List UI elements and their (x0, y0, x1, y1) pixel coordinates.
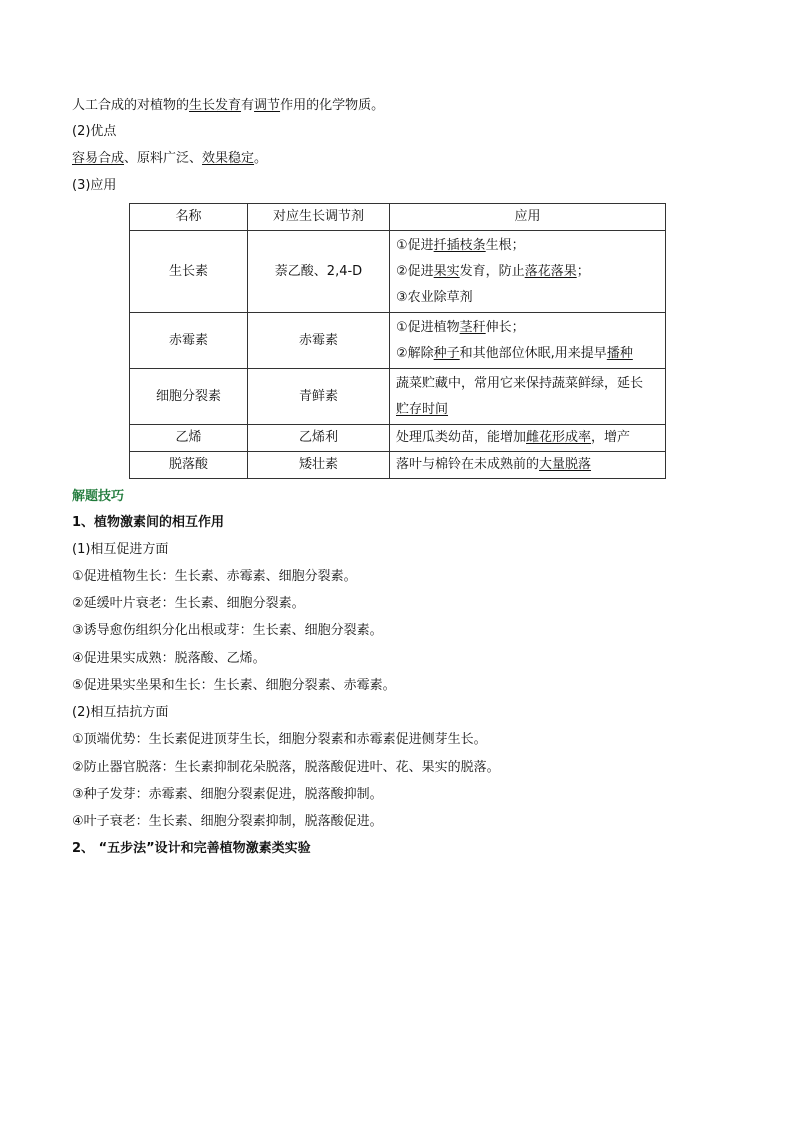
table-row (130, 231, 666, 313)
underlined-term: 大量脱落 (539, 457, 592, 472)
underlined-term: 果实 (433, 263, 460, 279)
application-line (396, 425, 659, 451)
underlined-term: 调节 (254, 98, 281, 113)
promote-item: ③诱导愈伤组织分化出根或芽：生长素、细胞分裂素。 (72, 623, 383, 638)
application-line (396, 259, 659, 285)
antagonism-item: ④叶子衰老：生长素、细胞分裂素抑制，脱落酸促进。 (72, 814, 383, 829)
application-line (396, 233, 659, 259)
underlined-term: 落花落果 (524, 263, 577, 279)
table-row (130, 369, 666, 425)
table-header-row (130, 204, 666, 231)
header-regulator: 对应生长调节剂 (248, 204, 390, 231)
app-text: 发育，防止 (459, 263, 525, 279)
section2-title: 2、 “五步法”设计和完善植物激素类实验 (72, 841, 311, 856)
application-heading: (3)应用 (72, 178, 117, 193)
application-table (129, 203, 666, 479)
underlined-term: 效果稳定 (202, 151, 255, 166)
table-row (130, 313, 666, 369)
antagonism-item: ②防止器官脱落：生长素抑制花朵脱落，脱落酸促进叶、花、果实的脱落。 (72, 760, 500, 775)
cell-application (390, 425, 666, 452)
underlined-term: 生长发育 (189, 98, 242, 113)
cell-name: 赤霉素 (130, 313, 248, 369)
promote-heading: (1)相互促进方面 (72, 542, 169, 557)
intro-text: 人工合成的对植物的 (72, 98, 190, 113)
application-line (396, 315, 659, 341)
app-text: ①促进 (396, 237, 434, 253)
antagonism-heading: (2)相互拮抗方面 (72, 705, 169, 720)
antagonism-item: ③种子发芽：赤霉素、细胞分裂素促进，脱落酸抑制。 (72, 787, 383, 802)
application-line (396, 452, 659, 478)
header-application: 应用 (390, 204, 666, 231)
underlined-term: 容易合成 (72, 151, 125, 166)
underlined-term: 种子 (433, 345, 460, 361)
table-row (130, 452, 666, 479)
application-line (396, 341, 659, 367)
tips-heading: 解题技巧 (72, 489, 125, 504)
cell-application (390, 313, 666, 369)
app-text: ②促进 (396, 263, 434, 279)
app-text: ②解除 (396, 345, 434, 361)
application-line (396, 285, 659, 311)
cell-regulator: 萘乙酸、2,4-D (248, 231, 390, 313)
application-line (396, 397, 659, 423)
intro-line (72, 97, 384, 115)
promote-item: ⑤促进果实坐果和生长：生长素、细胞分裂素、赤霉素。 (72, 678, 396, 693)
underlined-term: 茎秆 (459, 319, 486, 335)
cell-name: 细胞分裂素 (130, 369, 248, 425)
intro-text: 有 (241, 98, 255, 113)
cell-application (390, 452, 666, 479)
cell-name: 乙烯 (130, 425, 248, 452)
app-text: ③农业除草剂 (396, 289, 473, 305)
app-text: 伸长； (485, 319, 525, 335)
promote-item: ④促进果实成熟：脱落酸、乙烯。 (72, 651, 266, 666)
advantages-line (72, 150, 267, 168)
antagonism-item: ①顶端优势：生长素促进顶芽生长，细胞分裂素和赤霉素促进侧芽生长。 (72, 732, 487, 747)
application-line (396, 371, 659, 397)
table-row (130, 425, 666, 452)
app-text: 落叶与棉铃在未成熟前的 (396, 457, 540, 472)
cell-name: 生长素 (130, 231, 248, 313)
app-text: 和其他部位休眠,用来提早 (459, 345, 607, 361)
intro-text: 作用的化学物质。 (280, 98, 385, 113)
section1-title: 1、植物激素间的相互作用 (72, 515, 225, 530)
cell-application (390, 369, 666, 425)
app-text: ； (576, 263, 590, 279)
promote-item: ①促进植物生长：生长素、赤霉素、细胞分裂素。 (72, 569, 357, 584)
header-name: 名称 (130, 204, 248, 231)
cell-regulator: 青鲜素 (248, 369, 390, 425)
app-text: 处理瓜类幼苗，能增加 (396, 430, 527, 445)
underlined-term: 雌花形成率 (526, 430, 592, 445)
cell-application (390, 231, 666, 313)
underlined-term: 扦插枝条 (433, 237, 486, 253)
app-text: 蔬菜贮藏中，常用它来保持蔬菜鲜绿，延长 (396, 375, 644, 391)
cell-regulator: 乙烯利 (248, 425, 390, 452)
app-text: 生根； (485, 237, 525, 253)
advantages-heading: (2)优点 (72, 124, 117, 139)
underlined-term: 贮存时间 (396, 401, 449, 417)
advantages-text: 、原料广泛、 (124, 151, 203, 166)
cell-regulator: 赤霉素 (248, 313, 390, 369)
app-text: ，增产 (591, 430, 631, 445)
underlined-term: 播种 (606, 345, 633, 361)
app-text: ①促进植物 (396, 319, 460, 335)
advantages-text: 。 (254, 151, 268, 166)
promote-item: ②延缓叶片衰老：生长素、细胞分裂素。 (72, 596, 305, 611)
cell-name: 脱落酸 (130, 452, 248, 479)
cell-regulator: 矮壮素 (248, 452, 390, 479)
